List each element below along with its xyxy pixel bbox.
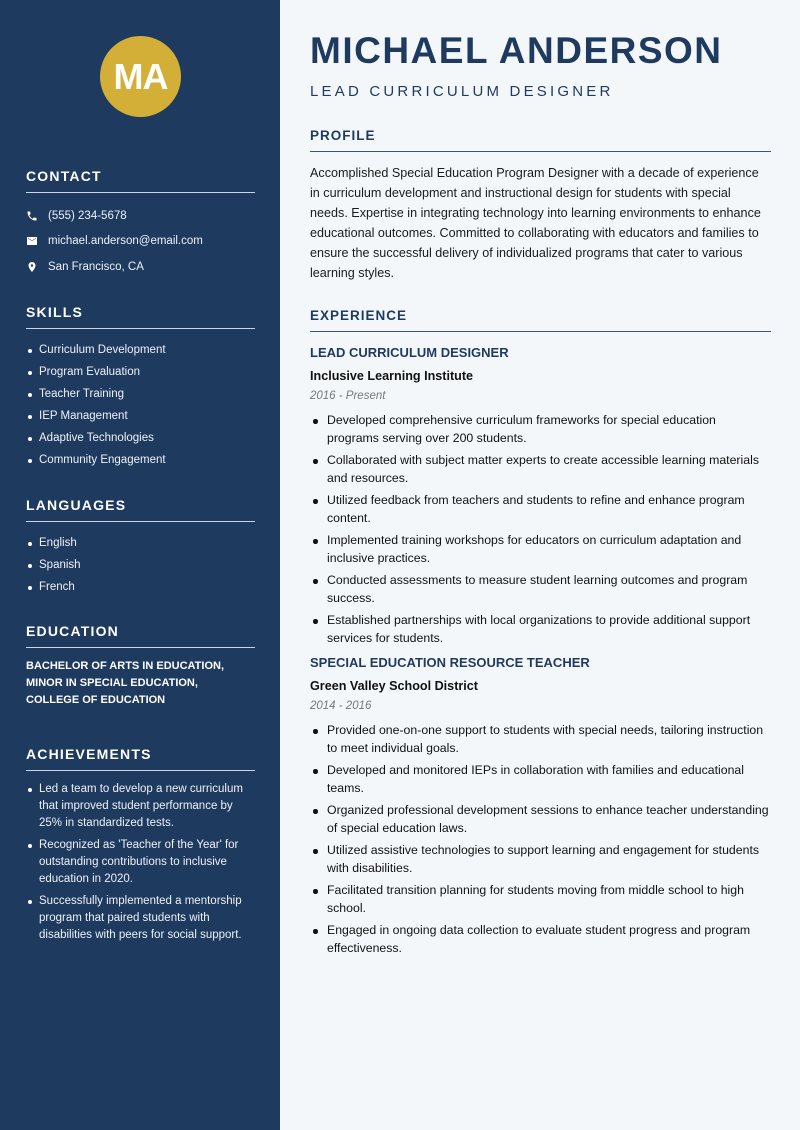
job-bullet: Utilized feedback from teachers and students to refine and enhance program content. xyxy=(310,492,771,527)
candidate-name: MICHAEL ANDERSON xyxy=(310,30,723,71)
phone-icon xyxy=(26,210,38,222)
email-icon xyxy=(26,235,38,247)
phone-text: (555) 234-5678 xyxy=(48,209,127,222)
language-item: English xyxy=(26,532,255,554)
job-bullet: Implemented training workshops for educators on curriculum adaptation and inclusive practices. xyxy=(310,532,771,567)
language-item: Spanish xyxy=(26,554,255,576)
job-bullet: Facilitated transition planning for students moving from middle school to high school. xyxy=(310,882,771,917)
languages-section xyxy=(26,497,255,598)
education-line: BACHELOR OF ARTS IN EDUCATION, xyxy=(26,660,224,672)
job-bullet: Collaborated with subject matter experts to create accessible learning materials and resources. xyxy=(310,452,771,487)
job-entry xyxy=(310,343,771,647)
skill-item: Community Engagement xyxy=(26,449,255,471)
avatar: MA xyxy=(100,36,181,117)
candidate-title: LEAD CURRICULUM DESIGNER xyxy=(310,83,614,100)
contact-section xyxy=(26,168,255,280)
skill-item: Program Evaluation xyxy=(26,361,255,383)
job-bullet: Engaged in ongoing data collection to evaluate student progress and program effectiveness. xyxy=(310,922,771,957)
achievement-item: Recognized as 'Teacher of the Year' for outstanding contributions to inclusive education in 2020. xyxy=(26,837,255,888)
job-title: SPECIAL EDUCATION RESOURCE TEACHER xyxy=(310,655,590,670)
job-bullet: Conducted assessments to measure student learning outcomes and program success. xyxy=(310,572,771,607)
job-bullet: Developed and monitored IEPs in collaboration with families and educational teams. xyxy=(310,762,771,797)
skill-item: Adaptive Technologies xyxy=(26,427,255,449)
job-bullet: Developed comprehensive curriculum frameworks for special education programs serving over 200 students. xyxy=(310,412,771,447)
contact-phone xyxy=(26,203,255,229)
skills-heading: SKILLS xyxy=(26,304,255,329)
contact-location xyxy=(26,254,255,280)
job-company: Green Valley School District xyxy=(310,679,478,693)
achievement-item: Successfully implemented a mentorship program that paired students with disabilities with peers for social support. xyxy=(26,893,255,944)
job-dates: 2016 - Present xyxy=(310,390,386,402)
skills-section xyxy=(26,304,255,471)
achievements-section xyxy=(26,746,255,949)
job-bullet: Utilized assistive technologies to support learning and engagement for students with disabilities. xyxy=(310,842,771,877)
skill-item: IEP Management xyxy=(26,405,255,427)
job-bullet: Provided one-on-one support to students with special needs, tailoring instruction to meet individual goals. xyxy=(310,722,771,757)
email-text: michael.anderson@email.com xyxy=(48,235,203,248)
job-entry xyxy=(310,653,771,957)
profile-text: Accomplished Special Education Program Designer with a decade of experience in curriculum development and instructional design for students with special needs. Expertise in integrating technology into learning environments to enhance educational outcomes. Committed to collaborating with educators and families to ensure the successful delivery of individualized programs that cater to various learning styles. xyxy=(310,166,761,280)
education-line: MINOR IN SPECIAL EDUCATION, xyxy=(26,677,198,689)
sidebar xyxy=(0,0,280,1130)
education-line: COLLEGE OF EDUCATION xyxy=(26,694,166,706)
location-text: San Francisco, CA xyxy=(48,260,144,273)
languages-heading: LANGUAGES xyxy=(26,497,255,522)
job-title: LEAD CURRICULUM DESIGNER xyxy=(310,345,509,360)
job-company: Inclusive Learning Institute xyxy=(310,369,474,383)
experience-section xyxy=(310,308,771,962)
achievements-heading: ACHIEVEMENTS xyxy=(26,746,255,771)
education-section xyxy=(26,623,255,709)
education-heading: EDUCATION xyxy=(26,623,255,648)
contact-email xyxy=(26,229,255,255)
contact-heading: CONTACT xyxy=(26,168,255,193)
skill-item: Curriculum Development xyxy=(26,339,255,361)
job-dates: 2014 - 2016 xyxy=(310,700,372,712)
profile-section xyxy=(310,128,771,283)
profile-heading: PROFILE xyxy=(310,128,771,152)
location-pin-icon xyxy=(26,261,38,273)
job-bullet: Organized professional development sessions to enhance teacher understanding of special education laws. xyxy=(310,802,771,837)
skill-item: Teacher Training xyxy=(26,383,255,405)
job-bullet: Established partnerships with local organizations to provide additional support services for students. xyxy=(310,612,771,647)
achievement-item: Led a team to develop a new curriculum that improved student performance by 25% in standardized tests. xyxy=(26,781,255,832)
experience-heading: EXPERIENCE xyxy=(310,308,771,332)
language-item: French xyxy=(26,576,255,598)
